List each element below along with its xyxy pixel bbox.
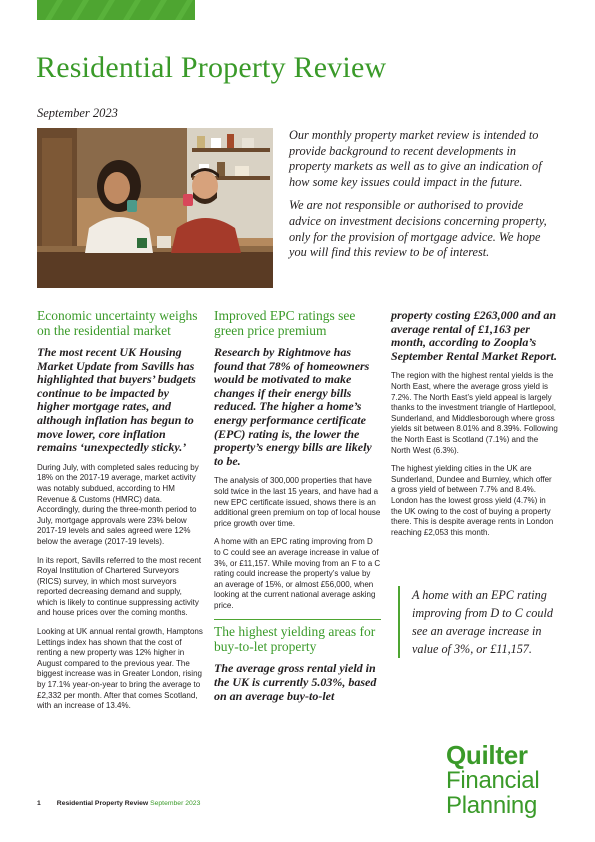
- body-paragraph: The highest yielding cities in the UK are Sunderland, Dundee and Burnley, which offer a gross yield of between 7.7% and 8.4%. London has the lowest gross yield (4.7%) in the UK owing to the cost of buying a property there. This is despite average rents in London reaching £2,053 this month.: [391, 464, 554, 537]
- page-number: 1: [37, 800, 41, 807]
- issue-date: September 2023: [37, 106, 118, 120]
- body-paragraph: During July, with completed sales reducing by 18% on the 2017-19 average, market activity was notably subdued, according to HM Revenue & Customs (HMRC) data. Accordingly, during the three-month period to July, mortgage approvals were 23% below 2017-19 levels and sales agreed were 12% below the average (2017-19 levels).: [37, 462, 199, 546]
- section-heading: Improved EPC ratings see green price premium: [214, 308, 356, 338]
- body-paragraph: Looking at UK annual rental growth, Hamptons Lettings index has shown that the cost of renting a new property was 12% higher in August compared to the previous year. The biggest increase was in Greater London, rising by 17.1% year-on-year to bring the average to £2,332 per month. After that comes Scotland, with an increase of 13.4%.: [37, 627, 203, 711]
- lead-text: The most recent UK Housing Market Update from Savills has highlighted that buyers’ budgets continue to be impacted by higher mortgage rates, and although inflation has begun to move lower, core inflation remains ‘unexpectedly sticky.’: [37, 345, 196, 455]
- column-economic-uncertainty: [37, 309, 204, 720]
- disclaimer-paragraph: We are not responsible or authorised to provide advice on investment decisions concerning property, only for the provision of mortgage advice. We hope you will find this review to be of interest.: [289, 198, 547, 260]
- brand-pattern: [37, 0, 195, 20]
- brand-bar: [37, 0, 195, 20]
- body-paragraph: A home with an EPC rating improving from D to C could see an average increase in value of 3%, or £11,157. While moving from an F to a C rating could increase the property’s value by an average of 15%, or almost £56,000, when looking at the current national average asking price.: [214, 537, 381, 610]
- intro-text: [289, 128, 557, 269]
- section-heading: Economic uncertainty weighs on the residential market: [37, 308, 198, 338]
- logo-line: Financial: [446, 767, 540, 794]
- logo-line: Quilter: [446, 740, 528, 770]
- page-footer: [37, 800, 200, 807]
- lead-text-continued: property costing £263,000 and an average rental of £1,163 per month, according to Zoopla’s September Rental Market Report.: [391, 308, 557, 363]
- page-title: Residential Property Review: [36, 51, 387, 84]
- logo-line: Planning: [446, 792, 538, 819]
- section-divider: [214, 619, 381, 620]
- pull-quote: A home with an EPC rating improving from D to C could see an average increase in value of 3%, or £11,157.: [398, 586, 568, 658]
- section-heading: The highest yielding areas for buy-to-let property: [214, 624, 376, 654]
- footer-month: September 2023: [150, 800, 201, 807]
- intro-paragraph: Our monthly property market review is intended to provide background to recent developments in property markets as well as to give an indication of how some key issues could impact in the future.: [289, 128, 542, 189]
- quilter-logo: [446, 742, 539, 818]
- lead-text: The average gross rental yield in the UK is currently 5.03%, based on an average buy-to-let: [214, 661, 377, 703]
- column-rental-yields: [391, 309, 558, 546]
- lead-text: Research by Rightmove has found that 78% of homeowners would be motivated to make changes if their energy bills reduced. The higher a home’s energy performance certificate (EPC) rating is, the lower the property’s energy bills are likely to be.: [214, 345, 372, 468]
- body-paragraph: The analysis of 300,000 properties that have sold twice in the last 15 years, and have had a new EPC certificate issued, shows there is an additional green premium on top of local house price growth over time.: [214, 476, 381, 528]
- body-paragraph: In its report, Savills referred to the most recent Royal Institution of Chartered Surveyors (RICS) survey, in which most surveyors reported decreasing demand and supply, which is likely to continue suppressing activity and house prices over the coming months.: [37, 555, 202, 618]
- column-epc-ratings: [214, 309, 381, 711]
- body-paragraph: The region with the highest rental yields is the North East, where the average gross yield is 7.2%. The North East’s yield appeal is largely thanks to the investment triangle of Hartlepool, Sunderland, and Middlesborough where gross yields sit between 8.01% and 8.39%. Following the North East is Scotland (7.1%) and the North West (6.3%).: [391, 371, 558, 455]
- footer-publication: Residential Property Review: [56, 800, 149, 807]
- kitchen-couple-photo: [37, 128, 273, 288]
